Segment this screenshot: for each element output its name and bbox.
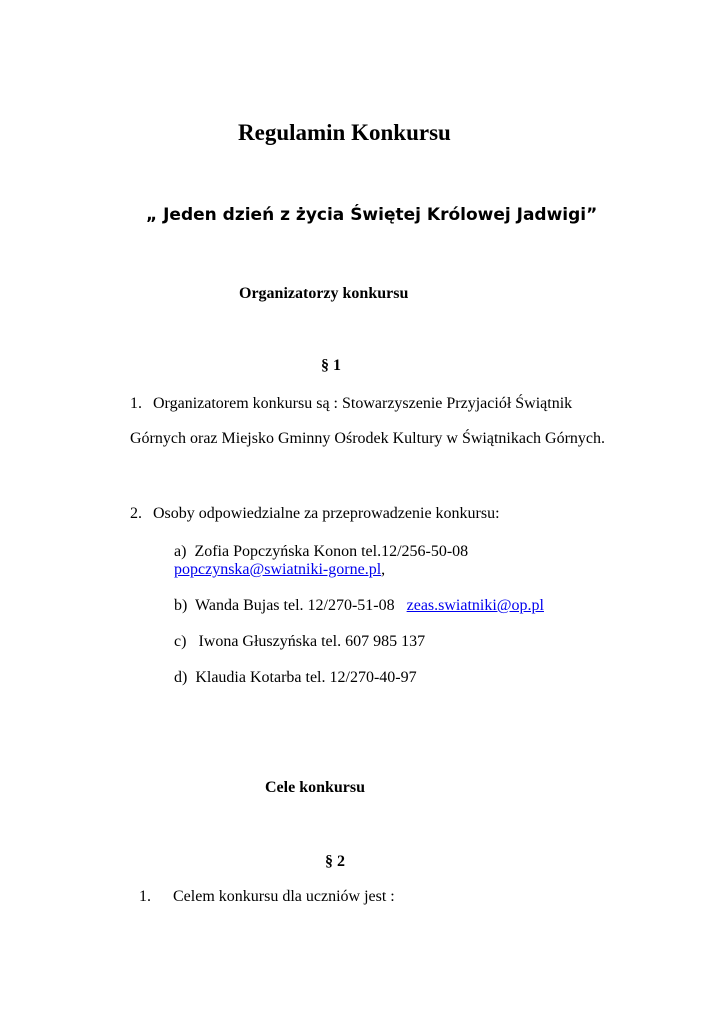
section1-item1-line1: Organizatorem konkursu są : Stowarzyszenie Przyjaciół Świątnik	[153, 395, 573, 412]
contact-letter: d)	[174, 669, 188, 686]
section2-heading: Cele konkursu	[265, 779, 366, 796]
contact-a	[174, 543, 468, 561]
section1-paragraph-mark: § 1	[321, 357, 341, 374]
contact-letter: c)	[174, 633, 187, 650]
email-link[interactable]: zeas.swiatniki@op.pl	[406, 597, 544, 614]
contact-b	[174, 597, 544, 615]
section1-item1-number: 1.	[130, 395, 142, 412]
email-suffix: ,	[381, 561, 386, 578]
contact-text: Iwona Głuszyńska tel. 607 985 137	[198, 633, 426, 650]
contest-subtitle: „ Jeden dzień z życia Świętej Królowej Jadwigi”	[146, 205, 598, 225]
contact-a-email-line	[174, 561, 385, 579]
section1-heading: Organizatorzy konkursu	[239, 285, 409, 302]
section1-item1-line2: Górnych oraz Miejsko Gminny Ośrodek Kultury w Świątnikach Górnych.	[130, 430, 606, 447]
contact-text: Klaudia Kotarba tel. 12/270-40-97	[195, 669, 417, 686]
section1-item2-number: 2.	[130, 505, 142, 522]
contact-c	[174, 633, 425, 651]
contact-letter: b)	[174, 597, 188, 614]
contact-letter: a)	[174, 543, 187, 560]
document-title: Regulamin Konkursu	[238, 120, 451, 145]
section2-paragraph-mark: § 2	[325, 853, 345, 870]
section2-item1-text: Celem konkursu dla uczniów jest :	[173, 888, 395, 905]
contact-text: Wanda Bujas tel. 12/270-51-08	[195, 597, 395, 614]
section1-item2-text: Osoby odpowiedzialne za przeprowadzenie konkursu:	[153, 505, 500, 522]
contact-text: Zofia Popczyńska Konon tel.12/256-50-08	[194, 543, 469, 560]
contact-d	[174, 669, 417, 687]
email-link[interactable]: popczynska@swiatniki-gorne.pl	[174, 561, 382, 578]
section2-item1-number: 1.	[139, 888, 151, 905]
